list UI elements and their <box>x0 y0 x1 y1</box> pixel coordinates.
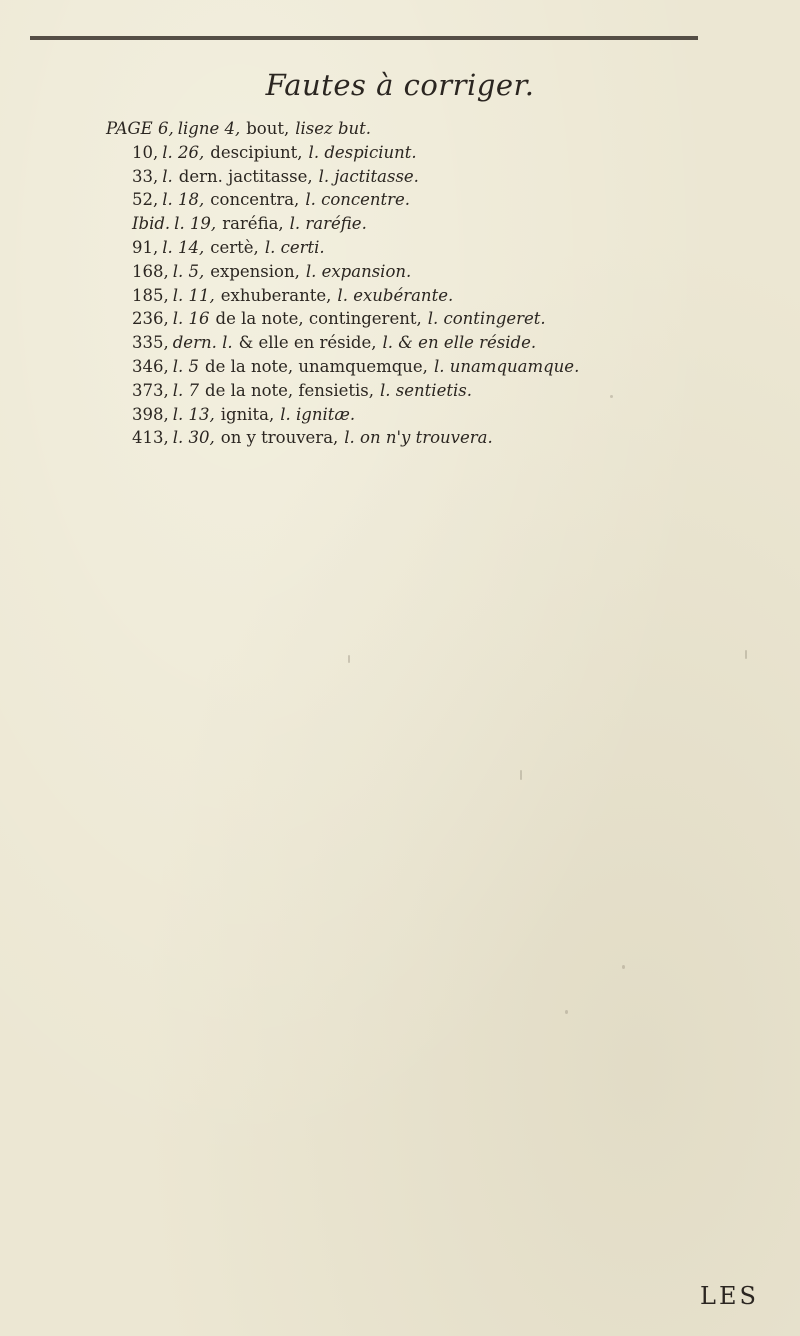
correction-text: l. contingeret. <box>427 309 546 329</box>
correction-text: l. expansion. <box>305 261 412 281</box>
erroneous-text: dern. jactitasse, <box>178 166 313 186</box>
erroneous-text: concentra, <box>210 190 300 210</box>
errata-row <box>132 426 772 450</box>
errata-row <box>132 165 772 189</box>
correction-text: lisez but. <box>295 119 372 138</box>
line-reference: l. 13, <box>172 404 215 424</box>
line-reference: l. 26, <box>162 142 205 162</box>
errata-row <box>132 331 772 355</box>
errata-row <box>132 307 772 331</box>
erroneous-text: expension, <box>210 261 300 281</box>
page-reference: 91, <box>132 237 159 257</box>
paper-speck <box>348 655 350 663</box>
erroneous-text: de la note, fensietis, <box>205 380 375 400</box>
correction-text: l. certi. <box>264 237 325 257</box>
errata-row <box>106 117 772 141</box>
correction-text: l. exubérante. <box>337 285 454 305</box>
errata-row <box>132 355 772 379</box>
line-reference: l. 18, <box>162 190 205 210</box>
errata-list <box>106 117 772 450</box>
page-reference: Ibid. <box>132 214 171 234</box>
erroneous-text: descipiunt, <box>210 142 303 162</box>
correction-text: l. sentietis. <box>380 380 472 400</box>
line-reference: l. 30, <box>172 428 215 448</box>
paper-speck <box>745 650 747 659</box>
page-reference: 346, <box>132 356 169 376</box>
catchword: LES <box>700 1282 759 1310</box>
line-reference: ligne 4, <box>177 119 241 138</box>
erroneous-text: de la note, unamquemque, <box>205 356 428 376</box>
erroneous-text: raréfia, <box>222 214 284 234</box>
page-reference: 10, <box>132 142 159 162</box>
paper-speck <box>520 770 522 780</box>
line-reference: l. 7 <box>172 380 200 400</box>
correction-text: l. concentre. <box>305 190 411 210</box>
line-reference: l. 14, <box>162 237 205 257</box>
correction-text: l. unamquamque. <box>433 356 580 376</box>
erroneous-text: & elle en réside, <box>238 333 377 353</box>
line-reference: l. 16 <box>172 309 210 329</box>
page-reference: 236, <box>132 309 169 329</box>
paper-speck <box>565 1010 568 1014</box>
correction-text: l. & en elle réside. <box>382 333 537 353</box>
line-reference: l. 11, <box>172 285 215 305</box>
errata-row <box>132 188 772 212</box>
correction-text: l. jactitasse. <box>318 166 419 186</box>
erroneous-text: certè, <box>210 237 259 257</box>
page-reference: 413, <box>132 428 169 448</box>
paper-speck <box>610 395 613 398</box>
erroneous-text: ignita, <box>220 404 275 424</box>
page-reference: 398, <box>132 404 169 424</box>
erroneous-text: on y trouvera, <box>220 428 339 448</box>
erroneous-text: exhuberante, <box>220 285 332 305</box>
errata-row <box>132 379 772 403</box>
line-reference: l. 5, <box>172 261 205 281</box>
page-reference: 168, <box>132 261 169 281</box>
errata-row <box>132 284 772 308</box>
errata-row <box>132 141 772 165</box>
page-title: Fautes à corriger. <box>265 68 535 102</box>
line-reference: l. 19, <box>174 214 217 234</box>
line-reference: dern. l. <box>172 333 233 353</box>
correction-text: l. despiciunt. <box>308 142 417 162</box>
erroneous-text: de la note, contingerent, <box>215 309 422 329</box>
page-reference: 335, <box>132 333 169 353</box>
errata-row <box>132 260 772 284</box>
correction-text: l. on n'y trouvera. <box>344 428 493 448</box>
page-reference: 52, <box>132 190 159 210</box>
line-reference: l. <box>162 166 173 186</box>
page-reference: 185, <box>132 285 169 305</box>
line-reference: l. 5 <box>172 356 200 376</box>
page-reference: 373, <box>132 380 169 400</box>
top-rule <box>30 36 698 40</box>
correction-text: l. ignitæ. <box>280 404 356 424</box>
page-reference: PAGE 6, <box>106 119 174 138</box>
errata-row <box>132 236 772 260</box>
errata-row <box>132 212 772 236</box>
page-reference: 33, <box>132 166 159 186</box>
paper-speck <box>622 965 625 969</box>
errata-row <box>132 403 772 427</box>
correction-text: l. raréfie. <box>289 214 367 234</box>
erroneous-text: bout, <box>246 119 290 138</box>
